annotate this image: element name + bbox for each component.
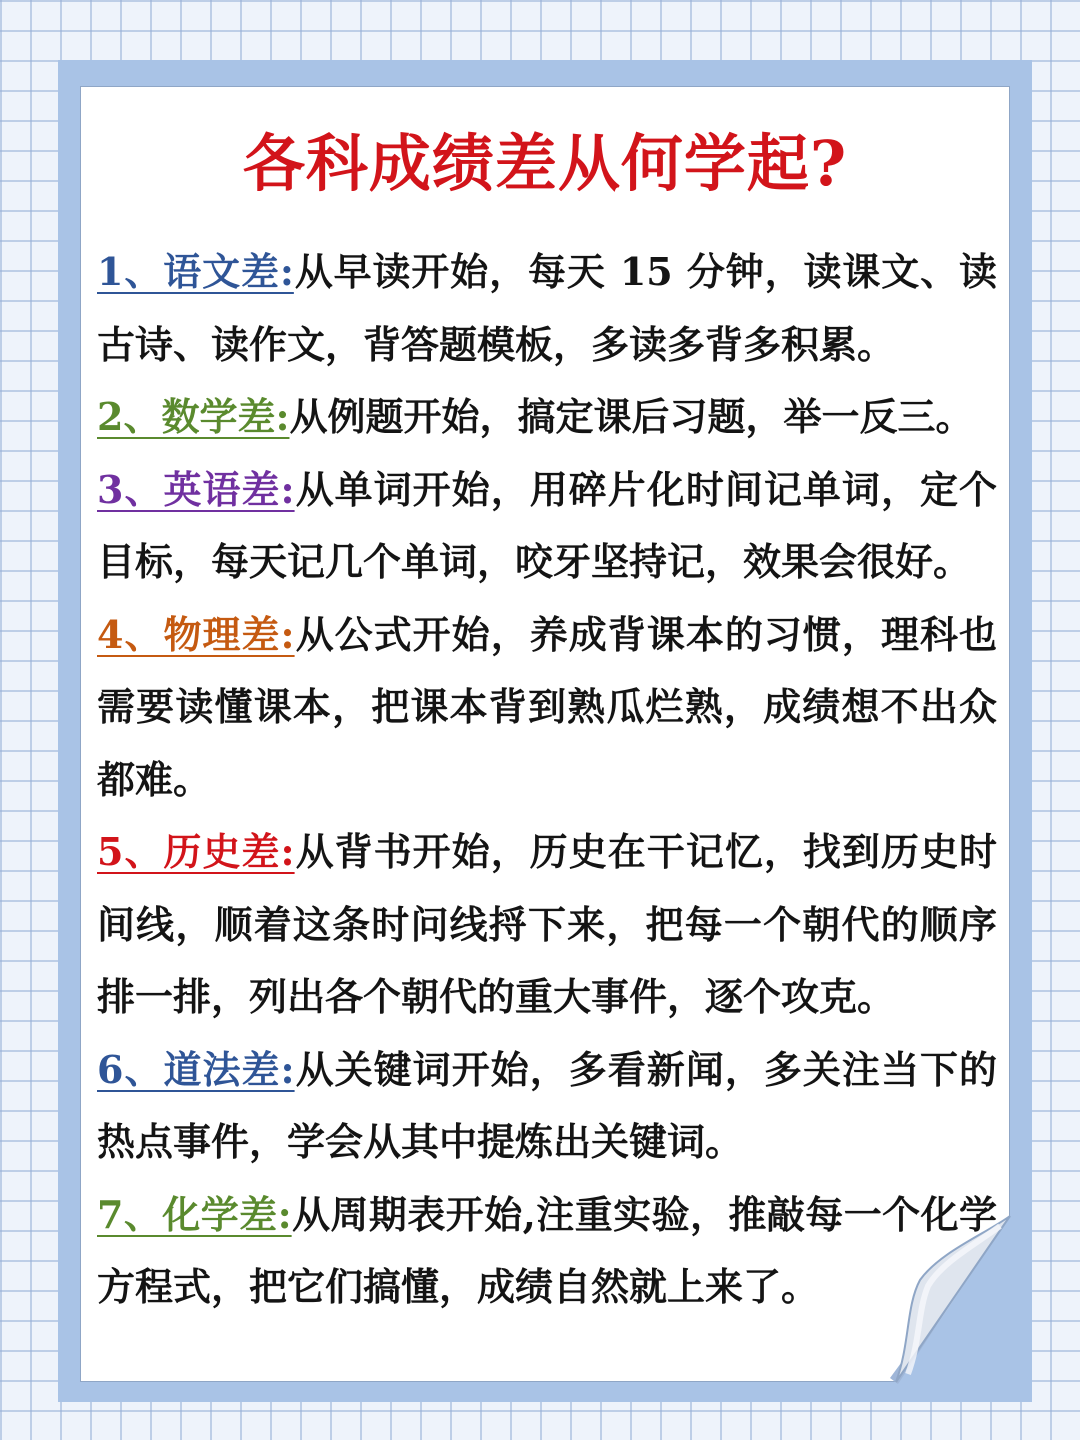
page-title: 各科成绩差从何学起?: [242, 127, 848, 200]
item-text: 从例题开始，搞定课后习题，举一反三。: [289, 394, 974, 439]
item-text: 从公式开始，养成背课本的习惯，理科也需要读懂课本，把课本背到熟瓜烂熟，成绩想不出众都难。: [97, 611, 997, 802]
item-label: 1、语文差:: [97, 249, 294, 294]
item-text: 从背书开始，历史在干记忆，找到历史时间线，顺着这条时问线捋下来，把每一个朝代的顺序排一排，列出各个朝代的重大事件，逐个攻克。: [97, 829, 997, 1019]
list-item-morality-law: [97, 1034, 997, 1179]
item-label: 6、道法差:: [97, 1046, 295, 1092]
item-text: 从单词开始，用碎片化时间记单词，定个目标，每天记几个单词，咬牙坚持记，效果会很好。: [97, 466, 997, 584]
list-item-english: [97, 454, 997, 599]
list-item-chinese: [97, 236, 997, 381]
item-label: 4、物理差:: [97, 611, 295, 657]
subject-list: [97, 236, 997, 1324]
item-label: 7、化学差:: [97, 1191, 292, 1237]
list-item-math: [97, 381, 997, 454]
item-text: 从周期表开始,注重实验，推敲每一个化学方程式，把它们搞懂，成绩自然就上来了。: [97, 1191, 998, 1309]
item-text: 从关键词开始，多看新闻，多关注当下的热点事件，学会从其中提炼出关键词。: [97, 1046, 997, 1164]
item-label: 5、历史差:: [97, 829, 295, 874]
item-label: 3、英语差:: [97, 466, 295, 512]
list-item-chemistry: [97, 1179, 997, 1324]
list-item-history: [97, 816, 997, 1034]
item-label: 2、数学差:: [97, 394, 290, 439]
item-text: 从早读开始，每天 15 分钟，读课文、读古诗、读作文，背答题模板，多读多背多积累。: [97, 249, 997, 367]
list-item-physics: [97, 599, 997, 817]
